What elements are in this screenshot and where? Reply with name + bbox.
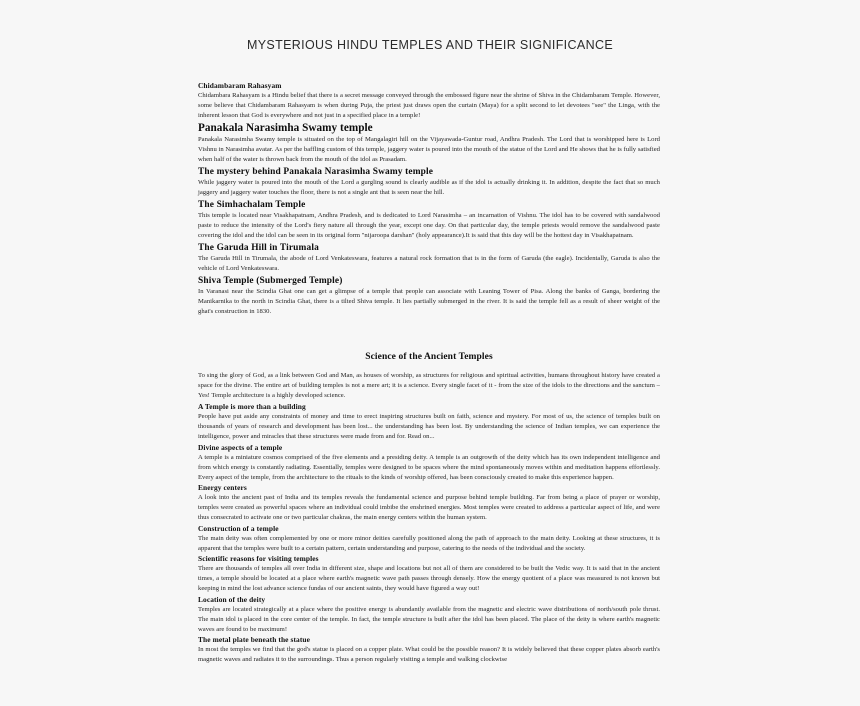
temple-section-block (198, 167, 660, 198)
science-section-block (198, 403, 660, 442)
science-section-block (198, 484, 660, 523)
temple-section-block (198, 243, 660, 274)
science-section-paragraph: A temple is a miniature cosmos comprised of the five elements and a presiding deity. A temple is an outgrowth of the deity which has its own independent intelligence and from which energy is constantly radiating. Essentially, temples were designed to be spaces where the mind spontaneously moves within and meditation happens effortlessly. Every aspect of the temple, from the architecture to the rituals to the kinds of worship offered, has been consciously created to make this experience happen. (198, 453, 660, 481)
temple-section-paragraph: This temple is located near Visakhapatnam, Andhra Pradesh, and is dedicated to Lord Narasimha – an incarnation of Vishnu. The idol has to be covered with sandalwood paste to reduce the intensity of the Lord's fiery nature all through the year, except one day. On that particular day, the temple priests would remove the sandalwood paste covering the idol and the idol can be seen in its original form "nijaroopa darshan" (holy appearance).It is said that this day will be the hottest day in Visakhapatnam. (198, 212, 660, 240)
science-section-heading: Energy centers (198, 483, 247, 493)
science-section-heading: Location of the deity (198, 594, 266, 604)
science-section-heading: The metal plate beneath the statue (198, 635, 310, 645)
science-section-block (198, 555, 660, 594)
temple-section-block (198, 276, 660, 317)
science-section-block (198, 525, 660, 554)
science-intro-paragraph: To sing the glory of God, as a link between God and Man, as houses of worship, as structures for religious and spiritual activities, humans throughout history have created a space for the divine. The entire art of building temples is not a mere art; it is a science. Every single facet of it - from the size of the idols to the directions and the sanctum – Yes! Temple architecture is a highly developed science. (198, 372, 660, 400)
science-section-block (198, 636, 660, 665)
temple-section-heading: Panakala Narasimha Swamy temple (198, 122, 373, 135)
science-section-paragraph: Temples are located strategically at a place where the positive energy is abundantly available from the magnetic and electric wave distributions of north/south pole thrust. The main idol is placed in the core center of the temple. In fact, the temple structure is built after the idol has been placed. The place of the deity is where earth's magnetic waves are found to be maximum! (198, 605, 660, 633)
document-body (198, 80, 660, 667)
part-one-sections (198, 82, 660, 317)
science-section-paragraph: There are thousands of temples all over India in different size, shape and locations but not all of them are considered to be built the Vedic way. It is said that in the ancient times, a temple should be located at a place where earth's magnetic wave path passes through densely. How the energy quotient of a place was measured is not known but keeping in mind the lost advance science fundas of our ancient saints, they would have figured a way out! (198, 565, 660, 593)
temple-section-heading: Shiva Temple (Submerged Temple) (198, 275, 343, 286)
science-section-paragraph: The main deity was often complemented by one or more minor deities carefully positioned along the path of approach to the main deity. Looking at these structures, it is apparent that the temples were built to a certain pattern, certain understanding and purpose, catering to the needs of the individual and the society. (198, 534, 660, 552)
temple-section-block (198, 200, 660, 241)
science-section-paragraph: People have put aside any constraints of money and time to erect inspiring structures built on faith, science and mystery. For most of us, the science of temples built on thousands of years of research and development has been lost... the understanding has been lost. By understanding the science of Indian temples, we can experience the intelligence, power and miracles that these structures were made from and for. Read on... (198, 412, 660, 440)
temple-section-paragraph: Chidambara Rahasyam is a Hindu belief that there is a secret message conveyed through the embossed figure near the shrine of Shiva in the Chidambaram Temple. However, some believe that Chidambaram Rahasyam is when during Puja, the priest just draws open the curtain (Maya) for a split second to let devotees "see" the Linga, with the inherent lesson that God is everywhere and not just in a specified place in a temple! (198, 91, 660, 119)
temple-section-paragraph: In Varanasi near the Scindia Ghat one can get a glimpse of a temple that people can associate with Leaning Tower of Pisa. Along the banks of Ganga, bordering the Manikarnika to the north in Scindia Ghat, there is a tilted Shiva temple. It lies partially submerged in the river. It is said the temple fell as a result of sheer weight of the ghat's construction in 1830. (198, 287, 660, 315)
temple-section-heading: The mystery behind Panakala Narasimha Swamy temple (198, 166, 434, 177)
science-section-block (198, 444, 660, 483)
temple-section-paragraph: Panakala Narasimha Swamy temple is situated on the top of Mangalagiri hill on the Vijayawada-Guntur road, Andhra Pradesh. The Lord that is worshipped here is Lord Vishnu in Narasimha avatar. As per the baffling custom of this temple, jaggery water is poured into the mouth of the statue of the Lord and He shows that he is fully satisfied when half of the water is thrown back from the mouth of the idol as Prasadam. (198, 136, 660, 164)
science-section-paragraph: In most the temples we find that the god's statue is placed on a copper plate. What could be the possible reason? It is widely believed that these copper plates absorb earth's magnetic waves and radiates it to the surroundings. Thus a person regularly visiting a temple and walking clockwise (198, 646, 660, 664)
temple-section-block (198, 122, 660, 165)
part-two-sections (198, 403, 660, 665)
temple-section-paragraph: The Garuda Hill in Tirumala, the abode of Lord Venkateswara, features a natural rock formation that is in the form of Garuda (the eagle). Incidentally, Garuda is also the vehicle of Lord Venkateswara. (198, 255, 660, 273)
science-section-heading: A Temple is more than a building (198, 401, 306, 411)
science-section-heading: Scientific reasons for visiting temples (198, 554, 319, 564)
document-title: MYSTERIOUS HINDU TEMPLES AND THEIR SIGNIFICANCE (246, 38, 614, 52)
science-section-heading: Divine aspects of a temple (198, 442, 283, 452)
temple-section-heading: Chidambaram Rahasyam (198, 80, 282, 90)
science-section-heading: Construction of a temple (198, 523, 279, 533)
science-section-title: Science of the Ancient Temples (365, 352, 493, 363)
temple-section-paragraph: While jaggery water is poured into the mouth of the Lord a gurgling sound is clearly audible as if the idol is actually drinking it. In addition, despite the fact that so much jaggery and jaggery water touches the floor, there is not a single ant that is seen near the hill. (198, 179, 660, 197)
section-spacer (198, 318, 660, 352)
science-section-paragraph: A look into the ancient past of India and its temples reveals the fundamental science and purpose behind temple building. Far from being a place of prayer or worship, temples were created as powerful spaces where an individual could imbibe the enshrined energies. Most temples were created to address a particular aspect of life, and were thus consecrated to activate one or two particular chakras, the main energy centers within the human system. (198, 494, 660, 522)
temple-section-heading: The Garuda Hill in Tirumala (198, 242, 319, 253)
science-section-block (198, 596, 660, 635)
temple-section-heading: The Simhachalam Temple (198, 199, 306, 210)
temple-section-block (198, 82, 660, 121)
